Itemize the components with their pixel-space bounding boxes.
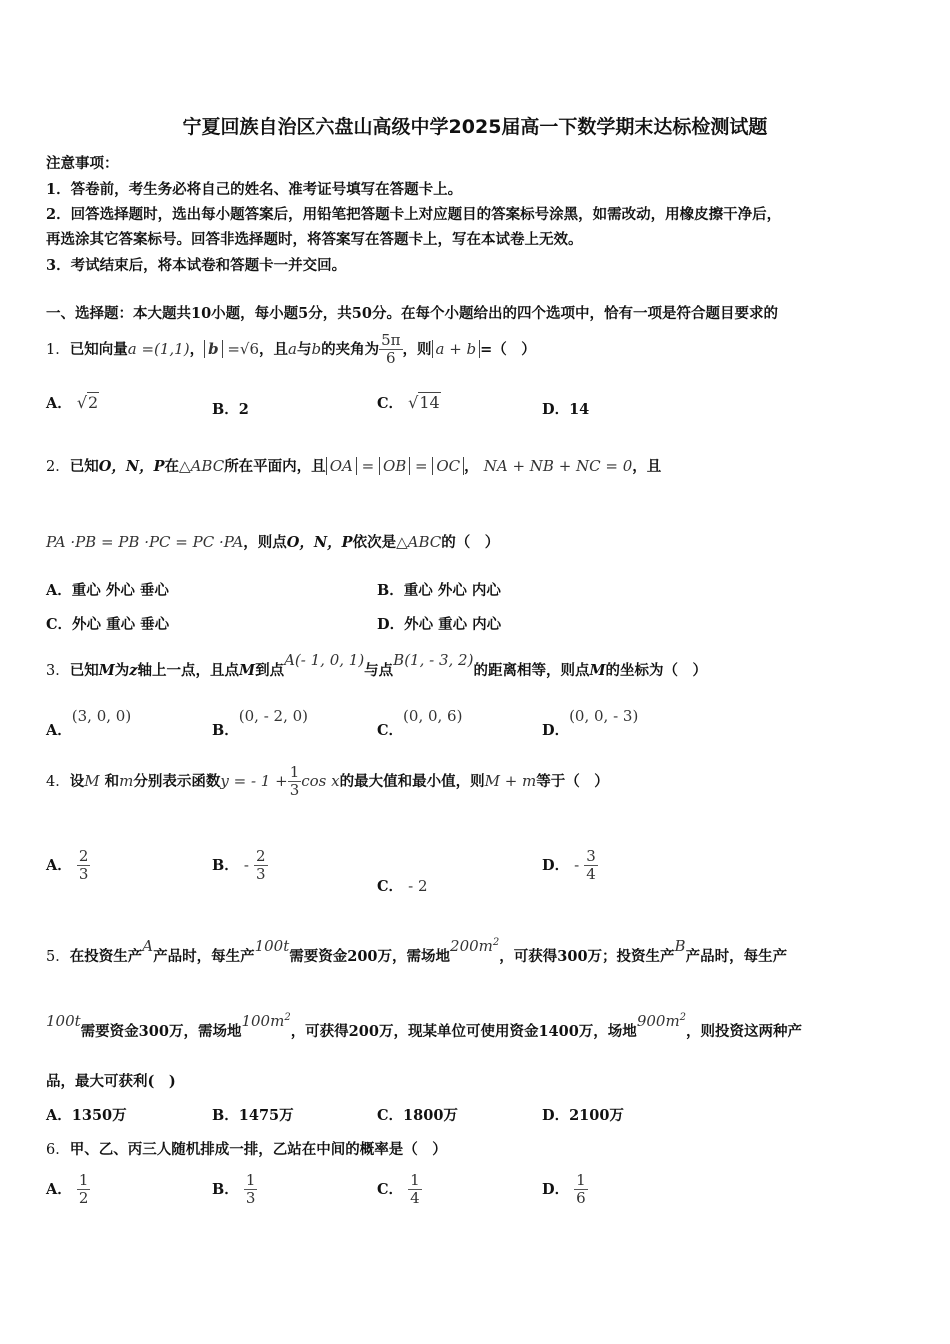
q5-option-b[interactable]: [212, 1104, 294, 1125]
frac-numerator: 2: [78, 847, 89, 865]
option-label: C．: [377, 878, 404, 895]
q3-option-b[interactable]: [212, 705, 309, 739]
frac-denominator: 3: [255, 865, 266, 884]
option-label: A．: [46, 582, 72, 599]
q6-option-b[interactable]: [212, 1172, 257, 1208]
q-text: 的最大值和最小值，则: [339, 772, 485, 790]
math-expr: 200m: [450, 937, 493, 955]
q-text: 需要资金300万，需场地: [80, 1023, 242, 1040]
math-fraction: [254, 848, 268, 884]
q5-option-a[interactable]: [46, 1104, 127, 1125]
q-text: 依次是: [352, 534, 397, 551]
frac-numerator: 2: [255, 847, 266, 865]
option-label: B．: [212, 401, 239, 418]
option-value: 14: [569, 401, 590, 418]
notice-item-3: 3．考试结束后，将本试卷和答题卡一并交回。: [46, 257, 347, 274]
question-number: 4．: [46, 773, 70, 790]
math-fraction: [574, 1172, 588, 1208]
q-text: ，: [464, 458, 479, 475]
q-text: 与点: [364, 662, 394, 679]
option-value: 外心 重心 内心: [404, 616, 502, 633]
q6-option-a[interactable]: [46, 1172, 90, 1208]
option-label: D．: [542, 722, 570, 739]
option-label: D．: [377, 616, 405, 633]
math-var: a: [288, 339, 297, 358]
q2-option-c[interactable]: [46, 613, 169, 634]
q-text: O，N，P: [98, 458, 165, 475]
option-value: 2: [238, 401, 249, 418]
math-exponent: 2: [679, 1012, 687, 1023]
notice-item-1: 1．答卷前，考生务必将自己的姓名、准考证号填写在答题卡上。: [46, 181, 463, 198]
math-fraction: [584, 848, 598, 884]
frac-denominator: 3: [78, 865, 89, 884]
question-2-cont: [46, 531, 499, 552]
q-text: 的距离相等，则点: [473, 662, 590, 679]
math-expr: =√6: [222, 339, 260, 358]
math-expr: 100t: [46, 1012, 81, 1030]
question-number: 2．: [46, 459, 70, 475]
math-sign: -: [574, 855, 580, 874]
math-abs: OC: [432, 457, 464, 475]
option-value: 重心 外心 垂心: [71, 582, 169, 599]
math-abs: OA: [326, 457, 357, 475]
notice-heading: 注意事项：: [46, 155, 119, 172]
q-text: ，则点: [243, 534, 287, 551]
q-text: 已知: [69, 458, 99, 475]
option-label: C．: [377, 1180, 404, 1198]
q-text: ，: [189, 340, 205, 358]
option-label: A．: [46, 1107, 72, 1124]
q-text: 与: [296, 340, 312, 358]
q-text: z: [129, 662, 138, 679]
frac-numerator: 1: [289, 763, 300, 781]
q-text: 分别表示函数: [133, 772, 221, 790]
q4-option-c[interactable]: [377, 875, 428, 896]
question-5-cont-2: 品，最大可获利( ): [46, 1073, 176, 1090]
q4-option-a[interactable]: [46, 848, 90, 884]
question-number: 5．: [46, 949, 70, 965]
q-text: 甲、乙、丙三人随机排成一排，乙站在中间的概率是（ ）: [69, 1141, 447, 1158]
question-number: 3．: [46, 663, 70, 679]
q-text: 在: [164, 458, 180, 475]
q1-option-a[interactable]: [46, 392, 99, 413]
q5-option-d[interactable]: [542, 1104, 624, 1125]
option-label: B．: [212, 1180, 239, 1198]
option-label: C．: [377, 722, 404, 739]
math-abs: OB: [379, 457, 410, 475]
sqrt: √2: [76, 393, 99, 412]
math-var: A: [142, 937, 154, 955]
option-value: - 2: [408, 877, 428, 895]
q1-option-b[interactable]: [212, 398, 249, 419]
question-number: 6．: [46, 1142, 70, 1158]
q4-option-d[interactable]: [542, 848, 598, 884]
math-fraction: [408, 1172, 422, 1208]
question-3: [46, 651, 708, 680]
math-expr: 100m: [241, 1012, 285, 1030]
frac-numerator: 5π: [381, 331, 401, 349]
math-abs: [204, 340, 223, 358]
option-label: D．: [542, 1107, 570, 1124]
frac-denominator: 2: [78, 1189, 89, 1208]
option-value: (0, 0, 6): [403, 707, 463, 725]
option-label: B．: [377, 582, 404, 599]
frac-numerator: 1: [78, 1171, 89, 1189]
q-text: 的坐标为（ ）: [605, 662, 708, 679]
q-text: 需要资金200万，需场地: [289, 948, 451, 965]
question-2: 2．已知O，N，P在△ABC所在平面内，且 OA = OB = OC ， NA + NB + NC = 0，且: [46, 457, 662, 475]
math-abs: a + b: [432, 340, 481, 358]
q-text: 和: [104, 772, 120, 790]
q-text: 已知: [69, 662, 99, 679]
frac-numerator: 1: [410, 1171, 420, 1189]
q-text: 轴上一点，且点: [137, 662, 240, 679]
option-value: 2: [88, 393, 99, 412]
option-value: 重心 外心 内心: [403, 582, 501, 599]
q1-option-c[interactable]: [377, 392, 441, 413]
math-sign: -: [243, 855, 249, 874]
option-value: (3, 0, 0): [71, 707, 132, 725]
math-var: M: [84, 771, 100, 790]
q3-option-d[interactable]: [542, 705, 639, 739]
section-heading: 一、选择题：本大题共10小题，每小题5分，共50分。在每个小题给出的四个选项中，恰有一项是符合题目要求的: [46, 305, 778, 322]
q-text: M: [239, 662, 256, 679]
math-expr: y = - 1 +: [220, 771, 288, 790]
math-var: B: [674, 937, 686, 955]
page-title: 宁夏回族自治区六盘山高级中学2025届高一下数学期末达标检测试题: [182, 116, 768, 138]
math-var: m: [119, 771, 134, 790]
question-number: 1．: [46, 341, 70, 358]
q1-option-d[interactable]: [542, 398, 589, 419]
option-value: 1800万: [403, 1107, 458, 1124]
math-expr: a =(1,1): [127, 339, 190, 358]
option-label: D．: [542, 856, 570, 874]
math-fraction: [244, 1172, 258, 1208]
option-value: (0, - 2, 0): [238, 707, 309, 725]
q-text: M: [589, 662, 606, 679]
option-label: C．: [377, 1107, 404, 1124]
option-label: D．: [542, 1180, 570, 1198]
math-expr: △ABC: [396, 533, 442, 551]
option-label: A．: [46, 722, 72, 739]
q-text: ，则: [402, 340, 432, 358]
option-label: B．: [212, 722, 239, 739]
option-value: 14: [419, 393, 440, 412]
math-point: B(1, - 3, 2): [393, 651, 474, 669]
option-label: A．: [46, 395, 72, 412]
frac-numerator: 1: [576, 1171, 586, 1189]
option-label: B．: [212, 856, 239, 874]
frac-denominator: 6: [386, 349, 396, 368]
math-point: A(- 1, 0, 1): [284, 651, 365, 669]
frac-denominator: 4: [586, 865, 596, 884]
q2-option-a[interactable]: [46, 579, 169, 600]
q-text: 的夹角为: [321, 340, 380, 358]
q-text: 所在平面内，且: [224, 458, 326, 475]
frac-numerator: 3: [586, 847, 596, 865]
math-fraction: [77, 848, 91, 884]
math-var: b: [311, 339, 322, 358]
q-text: =（ ）: [480, 340, 536, 358]
q-text: 在投资生产: [69, 948, 143, 965]
q-text: 到点: [255, 662, 285, 679]
option-value: 2100万: [569, 1107, 624, 1124]
q-text: 设: [69, 772, 85, 790]
math-expr: 100t: [254, 937, 290, 955]
math-expr: 900m: [636, 1012, 680, 1030]
q3-option-c[interactable]: [377, 705, 463, 739]
option-value: 1350万: [71, 1107, 127, 1124]
q4-option-b[interactable]: [212, 848, 268, 884]
math-exponent: 2: [492, 937, 500, 948]
q-text: 等于（ ）: [536, 772, 609, 790]
option-label: A．: [46, 1180, 72, 1198]
option-label: B．: [212, 1107, 239, 1124]
q-text: O，N，P: [286, 534, 353, 551]
notice-item-2: 2．回答选择题时，选出每小题答案后，用铅笔把答题卡上对应题目的答案标号涂黑，如需改动，用橡皮擦干净后，: [46, 206, 782, 223]
math-fraction: [77, 1172, 91, 1208]
math-expr: M + m: [484, 771, 537, 790]
frac-denominator: 6: [576, 1189, 586, 1208]
math-expr: PA ·PB = PB ·PC = PC ·PA: [46, 533, 244, 551]
q-text: ，且: [259, 340, 289, 358]
option-value: (0, 0, - 3): [569, 707, 639, 725]
q-text: 已知向量: [69, 340, 128, 358]
q5-option-c[interactable]: [377, 1104, 458, 1125]
q3-option-a[interactable]: [46, 705, 132, 739]
q6-option-c[interactable]: [377, 1172, 422, 1208]
q-text: 为: [114, 662, 130, 679]
option-label: D．: [542, 401, 570, 418]
q-text: 产品时，每生产: [685, 948, 788, 965]
q-text: ，则投资这两种产: [686, 1023, 803, 1040]
math-expr: △ABC: [179, 457, 225, 475]
q-text: ，可获得200万，现某单位可使用资金1400万，场地: [290, 1023, 637, 1040]
q6-option-d[interactable]: [542, 1172, 588, 1208]
question-1: [46, 332, 536, 368]
frac-denominator: 4: [410, 1189, 420, 1208]
math-exponent: 2: [284, 1012, 291, 1023]
question-5: [46, 937, 788, 966]
q-text: ，可获得300万；投资生产: [499, 948, 675, 965]
notice-item-2-cont: 再选涂其它答案标号。回答非选择题时，将答案写在答题卡上，写在本试卷上无效。: [46, 231, 583, 248]
option-value: 1475万: [238, 1107, 294, 1124]
q-text: ，且: [632, 458, 662, 475]
math-fraction: [379, 332, 402, 368]
option-value: 外心 重心 垂心: [72, 616, 170, 633]
q-text: 产品时，每生产: [153, 948, 255, 965]
question-6: [46, 1138, 447, 1159]
math-expr: NA + NB + NC = 0: [483, 457, 633, 475]
math-expr: cos x: [301, 771, 340, 790]
q2-option-b[interactable]: [377, 579, 501, 600]
frac-denominator: 3: [245, 1189, 256, 1208]
option-label: C．: [377, 395, 404, 412]
option-label: C．: [46, 616, 73, 633]
q-text: M: [98, 662, 115, 679]
sqrt: √14: [408, 393, 440, 412]
question-4: [46, 764, 609, 800]
question-5-cont: [46, 1012, 803, 1041]
frac-denominator: 3: [289, 781, 300, 800]
math-vector: b: [208, 339, 219, 358]
math-fraction: [288, 764, 302, 800]
frac-numerator: 1: [245, 1171, 256, 1189]
q-text: 的（ ）: [441, 534, 500, 551]
q2-option-d[interactable]: [377, 613, 501, 634]
option-label: A．: [46, 856, 72, 874]
